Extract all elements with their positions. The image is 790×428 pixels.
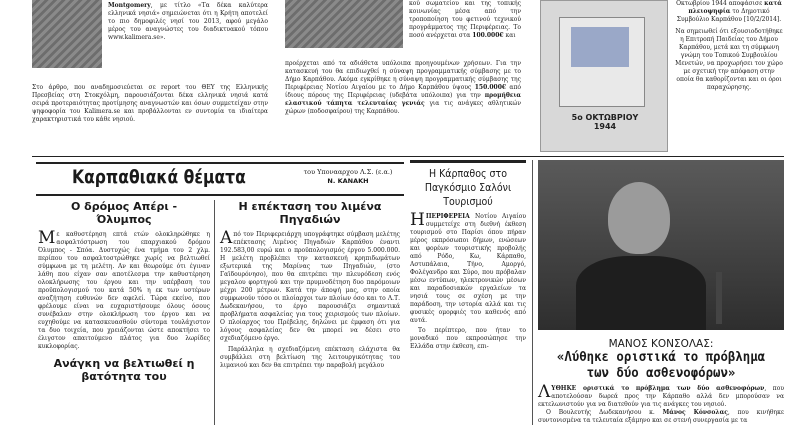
top-col4-text-b: Να σημειωθεί ότι εξουσιοδοτήθηκε η Επιτροπή Παιδείας του Δήμου Καρπάθου, μετά και τη σύμφωνη γνώμη του Τοπικού Συμβουλίου Μενετών, να προχωρήσει τον χώρο με σχετική την απόφαση στην οποία θα καθορίζονται και οι όροι παραχώρησης. <box>675 28 783 91</box>
article-body: ΛΥΘΗΚΕ οριστικά το πρόβλημα των δύο ασθενοφόρων, που αποτελούσαν δωρεά προς την Κάρπαθο αλλά δεν μπορούσαν να εκτελωνιστούν για να διατεθούν για τις ανάγκες του νησιού. <box>538 382 784 408</box>
section-header <box>36 162 404 196</box>
top-column-4 <box>674 0 784 140</box>
section-divider <box>32 156 784 157</box>
top-col2-text: προέρχεται από τα αδιάθετα υπόλοιπα προηγουμένων χρήσεων. Για την κατασκευή του θα επιδιωχθεί η σύναψη προγραμματικής σύμβασης με το Δήμο Καρπάθου. Ακόμα εγκρίθηκε η σύναψη προγραμματικής σύμβασης της Περιφέρειας Νοτίου Αιγαίου με το Δήμο Καρπάθου ύψους 150.000€ από ίδιους πόρους της Περιφέρειας (υδεβάτα υπόλοιπα) για την προμήθεια ελαστικού τάπητα τελευταίας γενιάς για τις ανάγκες αθλητικών χώρων (ποδοσφαίρου) της Καρπάθου. <box>285 60 522 115</box>
column-divider <box>214 200 215 425</box>
portrait-photo <box>538 160 784 330</box>
portrait-face <box>608 182 670 254</box>
article-body: Με καθυστέρηση επτά ετών ολοκληρώθηκε η ασφαλτόστρωση του επαρχιακού δρόμου Όλυμπος - Σπόα. Δυστυχώς ένα τμήμα του 2 χλμ. περίπου του ασφαλτοστρώθηκε χωρίς να βελτιωθεί σύμφωνα με τη μελέτη. Αν και θεωρούμε ότι έγιναν λάθη που είχαν σαν αποτέλεσμα την καθυστέρηση ολοκλήρωσης του έργου και την υπέρβαση του προϋπολογισμού του κατά 50% η εκ των υστέρων αναζήτηση ευθυνών δεν αφελεί. Τώρα εκείνο, που φρέλουμε είναι να ευχαριστήσουμε όλους όσους συνέβαλαν στην ολοκλήρωση του έργου και να ευχηθούμε να κατασκευασθούν σύντομα τουλάχιστον τα δυο τοιχεία, που χρειάζονται ώστε αποκτήσει το έλιγστον απαιτούμενο πλάτος για δυο λωρίδες κυκλοφορίας. <box>38 228 210 350</box>
microphone <box>716 272 722 324</box>
top-col1-text: Στο άρθρο, που αναδημοσιεύεται σε report του ΘΕΥ της Ελληνικής Πρεσβείας στη Στοκχόλμη, παρουσιάζονται δέκα ελληνικά νησιά κατά σειρά προτεραιότητας προτίμησης αναγνωστών και όσων συμμετείχαν στην ψηφοφορία του Kalimera.se και προβάλλονται εν συντομία τα ιδιαίτερα χαρακτηριστικά του κάθε νησιού. <box>32 84 268 123</box>
article-tourism <box>410 160 526 428</box>
byline-title: του Υπονααρχου Λ.Σ. (ε.α.) <box>303 168 393 176</box>
article-title: Η επέκταση του λιμένα Πηγαδιών <box>238 200 382 226</box>
article-photo <box>32 0 102 68</box>
top-col2-wrap-text: κού σωματείου και της τοπικής κοινωνίας μέσα από την τροποποίηση του φετινού τεχνικού προγράμματος της Περιφέρειας. Το ποσό ανέρχεται στα 100.000€ και <box>409 0 521 39</box>
portrait-suit <box>576 256 706 330</box>
next-article-title: Ανάγκη να βελτιωθεί η βατότητα του <box>53 357 195 383</box>
top-column-2 <box>285 0 521 136</box>
harbor-photo <box>285 0 403 48</box>
dropcap: Η <box>410 210 425 230</box>
article-port <box>220 200 400 425</box>
flag-emblem <box>571 27 629 67</box>
top-col1-wrap-text: Montgomery, με τίτλο «Τα δέκα καλύτερα ελληνικά νησιά» σημειώνεται ότι η Κρήτη αποτελεί το πιο δημοφιλές νησί του 2013, αφού μεγάλο μέρος του αναγνώστες του διαδικτυακού τόπου www.kalimera.se». <box>108 2 268 41</box>
byline-name: Ν. ΚΑΝΑΚΗ <box>327 177 369 185</box>
dropcap: Μ <box>38 228 56 248</box>
monument-caption: 5ο ΟΚΤΩΒΡΙΟΥ 1944 <box>571 113 639 131</box>
article-road <box>38 200 210 425</box>
top-col4-text-a: Οκτωβρίου 1944 αποφάσισε κατά πλειοψηφία το Δημοτικό Συμβούλιο Καρπάθου [10/2/2014]. <box>676 0 782 23</box>
article-title: Η Κάρπαθος στο Παγκόσμιο Σαλόνι Τουρισμού <box>424 168 512 208</box>
article-body-2: Ο Βουλευτής Δωδεκανήσου κ. Μάνος Κόνσολας, που κινήθηκε συντονισμένα τα τελευταία εξάμηνο και σε στενή συνεργασία με τα <box>538 409 784 424</box>
article-kicker: ΜΑΝΟΣ ΚΟΝΣΟΛΑΣ: <box>608 338 714 350</box>
article-body: ΗΠΕΡΙΦΕΡΕΙΑ Νοτίου Αιγαίου συμμετείχε στη διεθνή έκθεση τουρισμού στο Παρίσι όπου πήραν μέρος εκπρόσωποι δήμων, ενώσεων και φορέων τουριστικής προβολής από Ρόδο, Κω, Κάρπαθο, Αστυπάλαια, Τήνο, Αμοργό, Φολέγανδρο και Σύρο, που πρόβαλαν μέσω εντύπων, ηλεκτρονικών μέσων και παραδοσιακών εργαλείων τα νησιά τους σε σχέση με την παράδοση, την ιστορία αλλά και τις φυσικές ομορφιές του καθενός από αυτά. <box>410 210 526 324</box>
article-body-2: Παράλληλα η σχεδιαζόμενη επέκταση ελάχιστα θα συμβάλλει στη βελτίωση της λειτουργικότητας του λιμανιού και δεν θα επιτρέπει την παραβολή μεγάλου <box>220 346 400 369</box>
top-column-1 <box>32 0 268 136</box>
article-title: «Λύθηκε οριστικά το πρόβλημα των δύο ασθενοφόρων» <box>556 350 766 381</box>
section-title: Καρπαθιακά θέματα <box>72 166 246 188</box>
section-byline <box>292 168 404 186</box>
article-body-2: Το περίπτερο, που ήταν το μοναδικό που εκπροσώπησε την Ελλάδα στην έκθεση, επι- <box>410 327 526 350</box>
dropcap: Α <box>220 228 233 248</box>
article-ambulances <box>538 160 784 425</box>
monument-photo <box>540 0 668 152</box>
article-body: Από τον Περιφερειάρχη υπογράφτηκε σύμβαση μελέτης επέκτασης Λιμένος Πηγαδιών Καρπάθου έναντι 192.583,00 ευρώ και ο προϋπολογισμός έργου 5.000.000. Η μελέτη προβλέπει την κατασκευή κρηπιδωμάτων εξωτερικά της Μαρίνας των Πηγαδιών, (στο Γαϊδουρόνησο), που θα επιτρέπει την πλευρόδεση ενός μεγαλου φορτηγού και την πρυμνοδέτηση δυο παρόμοιων μέχρι 200 μέτρων. Κατά την άποψή μας, στην οποία συμφωνούν τόσο οι πλοίαρχοι των πλοίων όσο και το Λ.Τ. Δωδεκανήσου, το έργο παρουσιάζει σημαντικά προβλήματα ασφαλείας για τους χειρισμούς των πλοίων. Ο πλοίαρχος του Πρέβελης, δηλώνει με έμφαση ότι για λόγους ασφαλείας δεν θα μπορεί να δέσει στο σχεδιαζόμενο έργο. <box>220 228 400 342</box>
dropcap: Λ <box>538 382 551 402</box>
column-divider <box>532 160 533 425</box>
article-title: Ο δρόμος Απέρι - Όλυμπος <box>70 200 178 226</box>
